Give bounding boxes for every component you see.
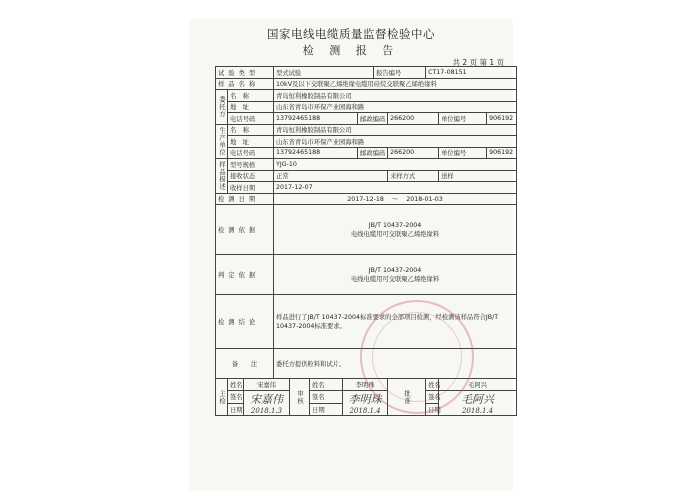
sample-name-label: 样 品 名 称 <box>216 78 274 90</box>
report-table <box>215 66 517 416</box>
approve-sign-label: 签名 <box>426 391 439 404</box>
producer-address-label: 地 址 <box>228 136 274 148</box>
producer-address-row <box>216 136 517 148</box>
producer-group-label: 生产单位 <box>216 124 228 159</box>
test-basis-name: 电线电缆用可交联聚乙烯绝缘料 <box>350 230 440 238</box>
page-info: 共 2 页 第 1 页 <box>452 58 504 67</box>
client-postcode-label: 邮政编码 <box>358 113 388 125</box>
review-name: 李明珠 <box>343 379 388 391</box>
main-signature-scrawl: 宋嘉伟 <box>250 393 284 406</box>
report-no-label: 报告编号 <box>374 67 426 79</box>
approver-label: 批准 <box>388 379 426 416</box>
receive-date-value: 2017-12-07 <box>274 182 517 194</box>
approve-signature <box>439 391 517 416</box>
client-postcode-value: 266200 <box>388 113 439 125</box>
producer-phone-value: 13792465188 <box>274 147 358 159</box>
sample-group-label: 样品描述 <box>216 159 228 194</box>
main-signature <box>244 391 290 416</box>
delivery-value: 送样 <box>439 170 517 182</box>
main-date-label: 日期 <box>228 403 244 416</box>
test-date-value <box>274 193 517 205</box>
producer-postcode-value: 266200 <box>388 147 439 159</box>
producer-address-value: 山东省青岛市环保产业园海和路 <box>274 136 517 148</box>
test-basis-value <box>274 205 517 255</box>
test-basis-standard: JB/T 10437-2004 <box>368 221 422 229</box>
remark-text: 委托方提供粒料和试片。 <box>274 349 517 379</box>
test-date-from: 2017-12-18 <box>347 196 384 204</box>
client-name-value: 青岛恒利橡胶制品有限公司 <box>274 90 517 102</box>
client-name-row <box>216 90 517 102</box>
main-name-label: 姓名 <box>228 379 244 391</box>
producer-unitcode-value: 906192 <box>487 147 517 159</box>
judge-basis-label: 判 定 依 据 <box>216 255 274 295</box>
client-address-label: 地 址 <box>228 101 274 113</box>
approve-name-label: 姓名 <box>426 379 439 391</box>
judge-basis-standard: JB/T 10437-2004 <box>368 266 422 274</box>
test-date-label: 检 测 日 期 <box>216 193 274 205</box>
conclusion-row <box>216 295 517 349</box>
receive-state-value: 正常 <box>274 170 388 182</box>
producer-phone-row <box>216 147 517 159</box>
test-basis-row <box>216 205 517 255</box>
main-sign-label: 签名 <box>228 391 244 404</box>
review-sign-label: 签名 <box>310 391 343 404</box>
receive-date-label: 收样日期 <box>228 182 274 194</box>
approve-date: 2018.1.4 <box>461 407 494 415</box>
report-no-value: CT17-08151 <box>426 67 517 79</box>
review-name-label: 姓名 <box>310 379 343 391</box>
reviewer-label: 审核 <box>290 379 310 416</box>
sample-model-value: YJG-10 <box>274 159 517 171</box>
judge-basis-row <box>216 255 517 295</box>
producer-postcode-label: 邮政编码 <box>358 147 388 159</box>
client-address-row <box>216 101 517 113</box>
test-type-value: 型式试验 <box>274 67 374 79</box>
conclusion-text: 样品进行了JB/T 10437-2004标准要求的全部项目检测，经检测该样品符合JB/T 10437-2004标准要求。 <box>274 295 517 349</box>
approve-signature-scrawl: 毛阿兴 <box>461 393 495 406</box>
test-date-row <box>216 193 517 205</box>
delivery-label: 来样方式 <box>388 170 439 182</box>
main-name: 宋嘉伟 <box>244 379 290 391</box>
sample-state-row <box>216 170 517 182</box>
remark-label: 备 注 <box>216 349 274 379</box>
approve-name: 毛阿兴 <box>439 379 517 391</box>
institute-title: 国家电线电缆质量监督检验中心 <box>267 27 435 41</box>
test-type-label: 试 验 类 型 <box>216 67 274 79</box>
producer-phone-label: 电话号码 <box>228 147 274 159</box>
review-signature-scrawl: 李明珠 <box>348 393 382 406</box>
receive-state-label: 接收状态 <box>228 170 274 182</box>
producer-name-row <box>216 124 517 136</box>
report-title: 检 测 报 告 <box>302 44 400 57</box>
approve-date-label: 日期 <box>426 403 439 416</box>
remark-row <box>216 349 517 379</box>
client-unitcode-label: 单位编号 <box>439 113 487 125</box>
test-basis-label: 检 测 依 据 <box>216 205 274 255</box>
row-test-type <box>216 67 517 79</box>
producer-name-label: 名 称 <box>228 124 274 136</box>
client-unitcode-value: 906192 <box>487 113 517 125</box>
client-name-label: 名 称 <box>228 90 274 102</box>
sample-name-value: 10kV及以下交联聚乙烯绝缘电缆用硅烷交联聚乙烯绝缘料 <box>274 78 517 90</box>
judge-basis-value <box>274 255 517 295</box>
judge-basis-name: 电线电缆用可交联聚乙烯绝缘料 <box>350 275 440 283</box>
conclusion-label: 检 测 结 论 <box>216 295 274 349</box>
review-date: 2018.1.4 <box>349 407 381 415</box>
review-date-label: 日期 <box>310 403 343 416</box>
sig-sign-row <box>216 391 517 404</box>
producer-unitcode-label: 单位编号 <box>439 147 487 159</box>
client-address-value: 山东省青岛市环保产业园海和路 <box>274 101 517 113</box>
producer-name-value: 青岛恒利橡胶制品有限公司 <box>274 124 517 136</box>
main-inspector-label: 主检 <box>216 379 228 416</box>
client-group-label: 委托方 <box>216 90 228 125</box>
client-phone-label: 电话号码 <box>228 113 274 125</box>
row-sample-name <box>216 78 517 90</box>
sample-model-label: 型号规格 <box>228 159 274 171</box>
sample-model-row <box>216 159 517 171</box>
client-phone-row <box>216 113 517 125</box>
client-phone-value: 13792465188 <box>274 113 358 125</box>
test-date-to: 2018-01-03 <box>406 196 443 204</box>
sig-name-row <box>216 379 517 391</box>
review-signature <box>343 391 388 416</box>
main-date: 2018.1.3 <box>250 407 283 415</box>
test-date-separator: ～ <box>391 196 399 204</box>
sample-date-row <box>216 182 517 194</box>
